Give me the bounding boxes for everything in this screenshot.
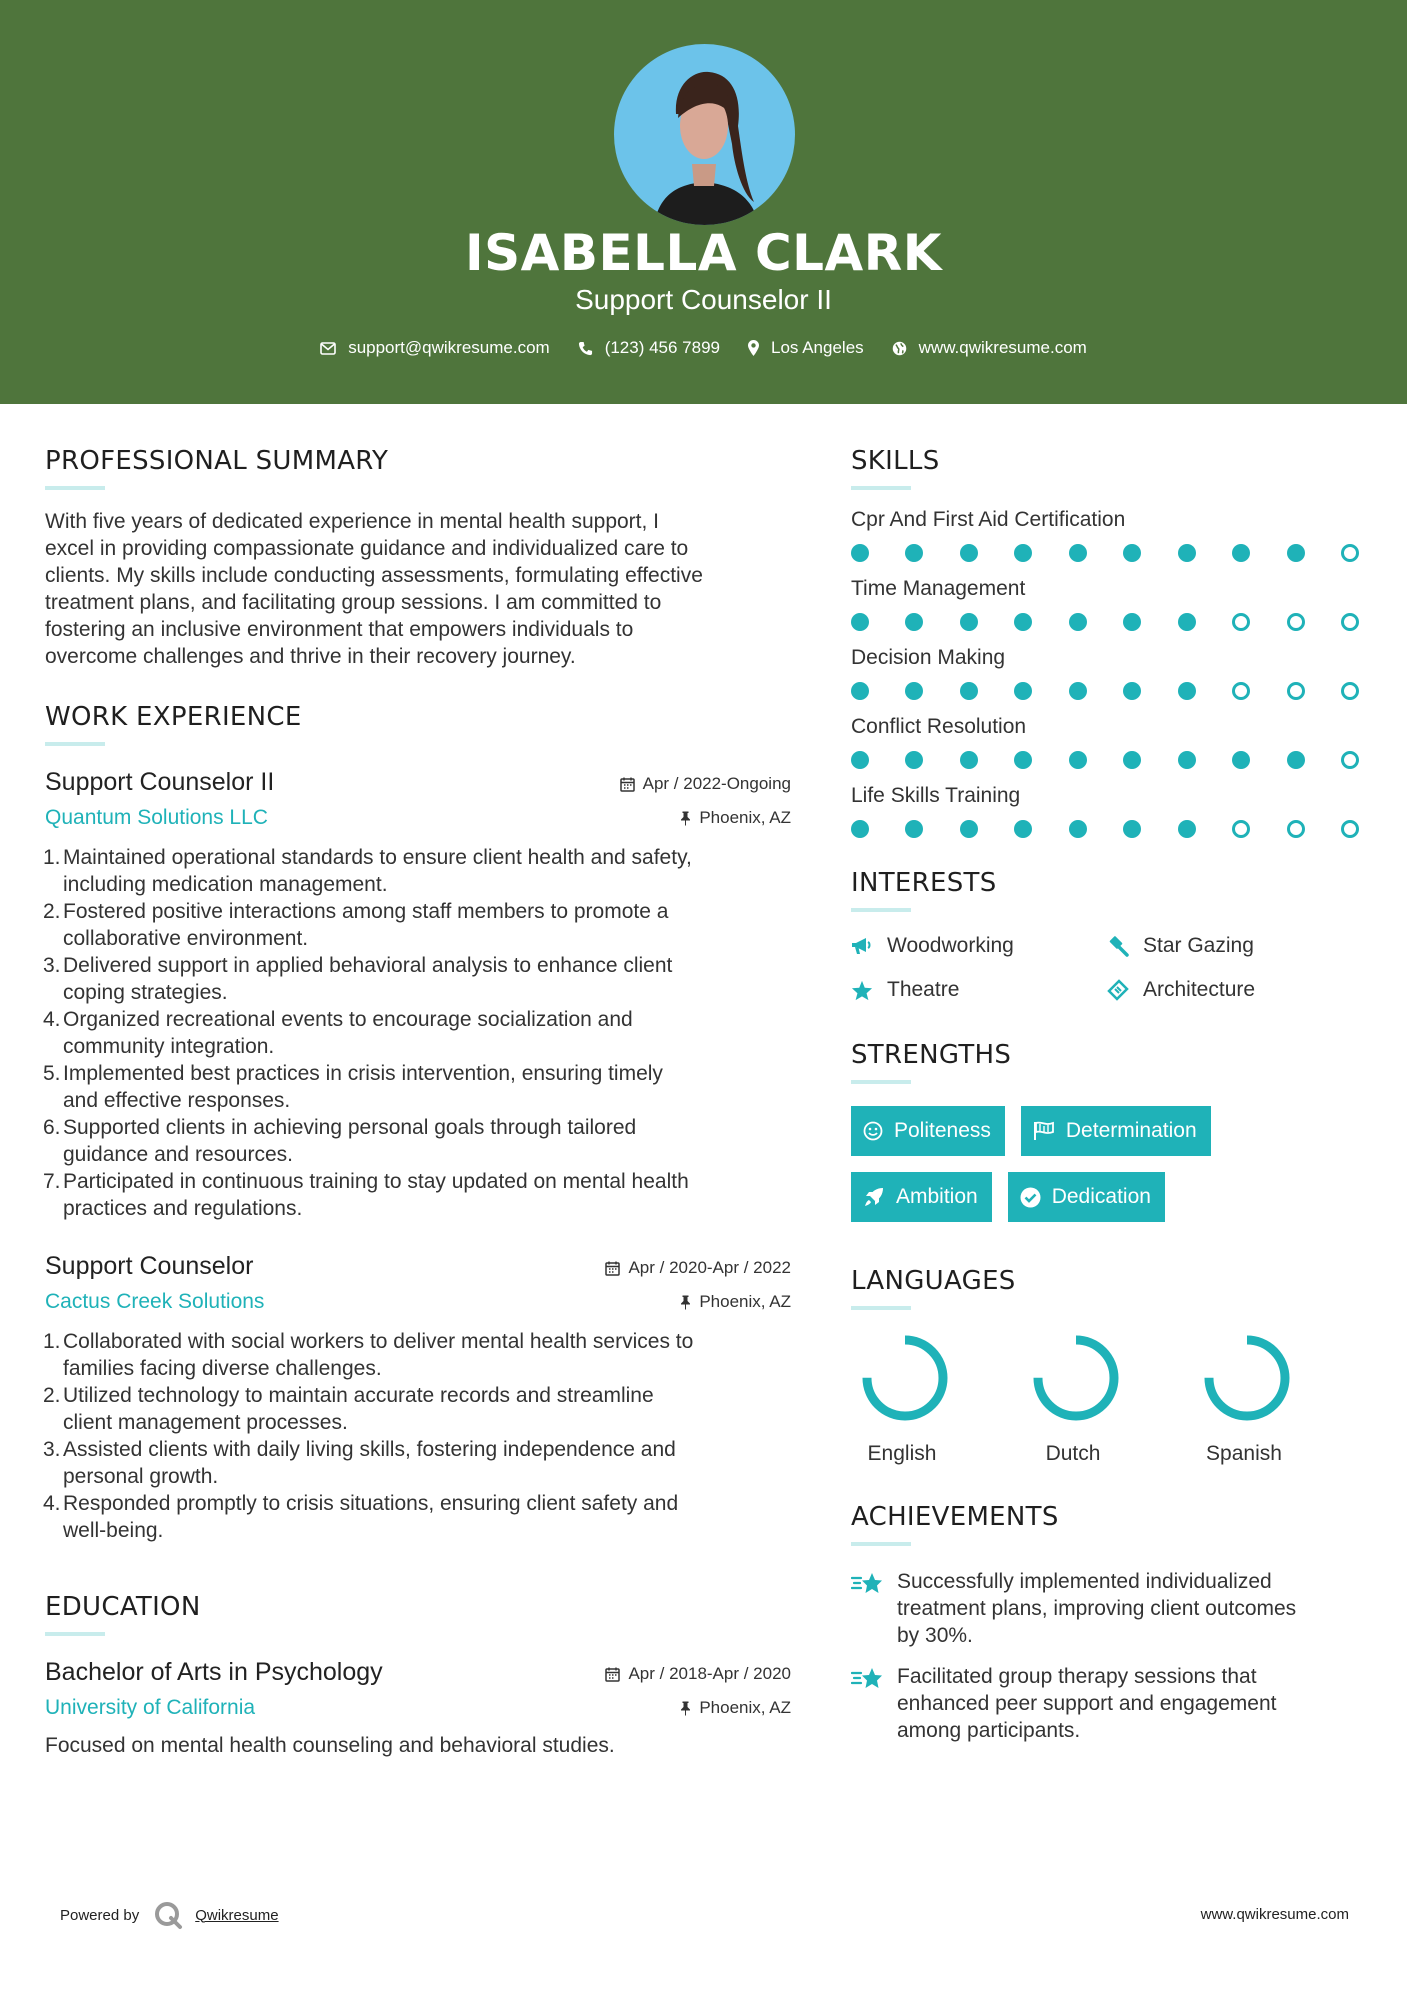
shooting-star-icon	[851, 1665, 885, 1693]
website-text: www.qwikresume.com	[918, 338, 1087, 357]
job-date	[620, 774, 791, 794]
rating-dot-filled	[1178, 751, 1196, 769]
strengths-heading: STRENGTHS	[851, 1040, 1012, 1070]
education-subheader	[45, 1696, 791, 1732]
calendar-icon	[605, 1667, 620, 1682]
achievement-item	[851, 1663, 1371, 1744]
achievement-line: Facilitated group therapy sessions that	[897, 1665, 1257, 1688]
rating-dot-filled	[1069, 544, 1087, 562]
powered-by-text: Powered by	[60, 1906, 140, 1924]
duty-line: Utilized technology to maintain accurate records and streamline	[63, 1384, 654, 1407]
email-text: support@qwikresume.com	[348, 338, 550, 357]
achievement-text	[897, 1568, 1296, 1649]
avatar-image	[614, 44, 795, 225]
candidate-title: Support Counselor II	[575, 284, 832, 315]
summary-line: overcome challenges and thrive in their recovery journey.	[45, 645, 576, 668]
job-date-text: Apr / 2020-Apr / 2022	[628, 1258, 791, 1277]
rating-dot-filled	[1287, 544, 1305, 562]
skill-name: Conflict Resolution	[851, 715, 1027, 738]
list-item	[45, 1060, 791, 1114]
language-name: English	[867, 1442, 937, 1465]
rating-dot-filled	[905, 751, 923, 769]
calendar-icon	[605, 1261, 620, 1276]
list-item	[45, 1490, 791, 1544]
duty-line: Fostered positive interactions among staff members to promote a	[63, 900, 669, 923]
duty-line: Collaborated with social workers to deliver mental health services to	[63, 1330, 694, 1353]
language-name: Spanish	[1206, 1442, 1282, 1465]
rating-dot-filled	[851, 820, 869, 838]
education-location-text: Phoenix, AZ	[699, 1698, 791, 1717]
rocket-icon	[863, 1186, 885, 1208]
rating-dot-filled	[851, 682, 869, 700]
list-item	[45, 898, 791, 952]
skill-rating	[851, 544, 1359, 562]
company-name: Quantum Solutions LLC	[45, 806, 268, 829]
strengths-tags	[851, 1106, 1371, 1238]
interest-label: Architecture	[1143, 978, 1256, 1001]
rating-dot-filled	[1069, 613, 1087, 631]
rating-dot-filled	[905, 820, 923, 838]
flag-icon	[1033, 1121, 1055, 1141]
list-item	[45, 1114, 791, 1168]
job-title: Support Counselor II	[45, 768, 275, 796]
achievement-text	[897, 1663, 1276, 1744]
job-date-text: Apr / 2022-Ongoing	[642, 774, 791, 793]
language-proficiency-ring	[1201, 1332, 1293, 1424]
rating-dot-filled	[1014, 613, 1032, 631]
summary-line: treatment plans, and facilitating group sessions. I am committed to	[45, 591, 662, 614]
list-number: 3.	[43, 1438, 61, 1461]
skill-name: Cpr And First Aid Certification	[851, 508, 1126, 531]
interests-section	[851, 868, 1371, 1002]
skill-rating	[851, 820, 1359, 838]
duty-line: Maintained operational standards to ensure client health and safety,	[63, 846, 692, 869]
section-divider	[851, 908, 911, 912]
interests-grid	[851, 934, 1371, 1002]
left-column	[45, 446, 791, 1759]
languages-section	[851, 1266, 1371, 1466]
interest-label: Theatre	[887, 978, 960, 1001]
envelope-icon	[320, 342, 336, 355]
job-header	[45, 1252, 791, 1290]
list-number: 7.	[43, 1170, 61, 1193]
rating-dot-filled	[1014, 820, 1032, 838]
rating-dot-empty	[1232, 613, 1250, 631]
phone-text: (123) 456 7899	[604, 338, 721, 357]
skill-item	[851, 577, 1371, 631]
experience-section	[45, 702, 791, 1544]
languages-heading: LANGUAGES	[851, 1266, 1016, 1296]
rating-dot-filled	[1123, 820, 1141, 838]
achievement-line: Successfully implemented individualized	[897, 1570, 1272, 1593]
job-location-text: Phoenix, AZ	[699, 1292, 791, 1311]
duty-line: including medication management.	[63, 873, 388, 896]
contact-bar	[0, 338, 1407, 358]
language-item	[851, 1332, 1022, 1466]
job-header	[45, 768, 791, 806]
skill-item	[851, 646, 1371, 700]
rating-dot-filled	[960, 682, 978, 700]
duty-line: guidance and resources.	[63, 1143, 293, 1166]
rating-dot-empty	[1341, 682, 1359, 700]
achievement-line: treatment plans, improving client outcomes	[897, 1597, 1297, 1620]
rating-dot-filled	[1123, 613, 1141, 631]
strength-label: Politeness	[894, 1119, 991, 1142]
candidate-name: ISABELLA CLARK	[465, 224, 942, 282]
summary-line: With five years of dedicated experience in mental health support, I	[45, 510, 660, 533]
contact-email[interactable]	[320, 338, 550, 358]
rating-dot-filled	[1178, 682, 1196, 700]
check-circle-icon	[1020, 1187, 1041, 1208]
job-location	[680, 808, 791, 828]
job-title: Support Counselor	[45, 1252, 254, 1280]
duty-line: Supported clients in achieving personal goals through tailored	[63, 1116, 637, 1139]
list-item	[45, 1382, 791, 1436]
proficiency-arc	[1038, 1340, 1114, 1416]
rating-dot-filled	[851, 751, 869, 769]
job-entry	[45, 1252, 791, 1544]
interest-label: Star Gazing	[1143, 934, 1254, 957]
job-entry	[45, 768, 791, 1222]
smile-icon	[863, 1121, 883, 1141]
rating-dot-empty	[1341, 751, 1359, 769]
list-number: 1.	[43, 1330, 61, 1353]
rating-dot-filled	[1014, 682, 1032, 700]
skill-rating	[851, 613, 1359, 631]
interests-heading: INTERESTS	[851, 868, 997, 898]
summary-line: clients. My skills include conducting assessments, formulating effective	[45, 564, 703, 587]
language-list	[851, 1332, 1371, 1466]
rating-dot-filled	[1178, 820, 1196, 838]
rating-dot-empty	[1287, 613, 1305, 631]
pushpin-icon	[680, 1701, 691, 1716]
profile-photo	[614, 44, 795, 225]
duty-list	[45, 1328, 791, 1544]
achievements-heading: ACHIEVEMENTS	[851, 1502, 1059, 1532]
strength-label: Ambition	[896, 1185, 978, 1208]
duty-line: well-being.	[63, 1519, 164, 1542]
list-number: 3.	[43, 954, 61, 977]
rating-dot-filled	[851, 544, 869, 562]
list-number: 4.	[43, 1008, 61, 1031]
language-item	[1193, 1332, 1364, 1466]
star-icon	[851, 980, 873, 1001]
rating-dot-filled	[1014, 751, 1032, 769]
footer-website[interactable]: www.qwikresume.com	[1200, 1906, 1349, 1923]
rating-dot-filled	[1123, 682, 1141, 700]
rating-dot-filled	[1178, 613, 1196, 631]
education-heading: EDUCATION	[45, 1592, 201, 1622]
proficiency-arc	[867, 1340, 943, 1416]
section-divider	[851, 1080, 911, 1084]
duty-line: personal growth.	[63, 1465, 219, 1488]
summary-line: fostering an inclusive environment that empowers individuals to	[45, 618, 634, 641]
duty-line: Assisted clients with daily living skills, fostering independence and	[63, 1438, 676, 1461]
skill-name: Life Skills Training	[851, 784, 1021, 807]
rating-dot-filled	[1287, 751, 1305, 769]
section-divider	[851, 1306, 911, 1310]
calendar-icon	[620, 777, 635, 792]
rating-dot-filled	[1178, 544, 1196, 562]
skill-item	[851, 784, 1371, 838]
rating-dot-filled	[1069, 820, 1087, 838]
strength-label: Dedication	[1051, 1185, 1151, 1208]
interest-item	[851, 978, 1107, 1002]
strength-tag	[1008, 1172, 1165, 1222]
duty-line: families facing diverse challenges.	[63, 1357, 382, 1380]
rating-dot-filled	[960, 613, 978, 631]
qwikresume-link[interactable]: Qwikresume	[195, 1906, 279, 1924]
duty-line: coping strategies.	[63, 981, 228, 1004]
section-divider	[45, 742, 105, 746]
achievement-line: enhanced peer support and engagement	[897, 1692, 1277, 1715]
list-item	[45, 844, 791, 898]
school-name: University of California	[45, 1696, 256, 1719]
experience-heading: WORK EXPERIENCE	[45, 702, 302, 732]
skill-item	[851, 508, 1371, 562]
education-description: Focused on mental health counseling and behavioral studies.	[45, 1734, 615, 1757]
rating-dot-filled	[960, 820, 978, 838]
rating-dot-filled	[1123, 544, 1141, 562]
degree-title: Bachelor of Arts in Psychology	[45, 1658, 383, 1686]
duty-line: Participated in continuous training to stay updated on mental health	[63, 1170, 689, 1193]
education-header	[45, 1658, 791, 1696]
rating-dot-empty	[1232, 682, 1250, 700]
interest-item	[851, 934, 1107, 958]
gavel-icon	[1107, 935, 1129, 957]
section-divider	[851, 1542, 911, 1546]
bullhorn-icon	[851, 936, 873, 956]
summary-line: excel in providing compassionate guidance and individualized care to	[45, 537, 689, 560]
pushpin-icon	[680, 1295, 691, 1310]
job-subheader	[45, 806, 791, 846]
strength-label: Determination	[1065, 1119, 1197, 1142]
skill-rating	[851, 682, 1359, 700]
list-item	[45, 1328, 791, 1382]
rating-dot-filled	[1232, 544, 1250, 562]
rating-dot-filled	[1123, 751, 1141, 769]
globe-icon	[892, 341, 907, 356]
job-subheader	[45, 1290, 791, 1330]
education-location	[680, 1698, 791, 1718]
location-text: Los Angeles	[771, 338, 864, 357]
rating-dot-empty	[1287, 682, 1305, 700]
rating-dot-empty	[1287, 820, 1305, 838]
duty-line: practices and regulations.	[63, 1197, 303, 1220]
duty-line: collaborative environment.	[63, 927, 309, 950]
right-column	[851, 446, 1371, 1758]
strengths-section	[851, 1040, 1371, 1238]
rating-dot-filled	[1232, 751, 1250, 769]
job-location-text: Phoenix, AZ	[699, 808, 791, 827]
education-date	[605, 1664, 791, 1684]
job-date	[605, 1258, 791, 1278]
interest-label: Woodworking	[887, 934, 1014, 957]
interest-item	[1107, 934, 1357, 958]
section-divider	[45, 486, 105, 490]
rating-dot-filled	[1014, 544, 1032, 562]
strength-tag	[851, 1106, 1005, 1156]
shooting-star-icon	[851, 1570, 885, 1598]
list-item	[45, 1006, 791, 1060]
duty-line: Organized recreational events to encourage socialization and	[63, 1008, 633, 1031]
duty-list	[45, 844, 791, 1222]
ticket-icon	[1107, 979, 1129, 1001]
duty-line: client management processes.	[63, 1411, 348, 1434]
achievement-line: among participants.	[897, 1719, 1081, 1742]
rating-dot-filled	[960, 751, 978, 769]
list-number: 6.	[43, 1116, 61, 1139]
summary-heading: PROFESSIONAL SUMMARY	[45, 446, 389, 476]
summary-section	[45, 446, 791, 670]
duty-line: Responded promptly to crisis situations, ensuring client safety and	[63, 1492, 679, 1515]
strength-tag	[1021, 1106, 1211, 1156]
contact-phone[interactable]	[578, 338, 720, 358]
education-date-text: Apr / 2018-Apr / 2020	[628, 1664, 791, 1683]
pushpin-icon	[680, 811, 691, 826]
rating-dot-filled	[1069, 751, 1087, 769]
rating-dot-filled	[1069, 682, 1087, 700]
list-number: 2.	[43, 1384, 61, 1407]
skills-heading: SKILLS	[851, 446, 940, 476]
skills-list	[851, 508, 1371, 838]
duty-line: and effective responses.	[63, 1089, 291, 1112]
achievement-item	[851, 1568, 1371, 1649]
section-divider	[851, 486, 911, 490]
list-number: 1.	[43, 846, 61, 869]
rating-dot-filled	[905, 682, 923, 700]
skill-name: Time Management	[851, 577, 1026, 600]
map-marker-icon	[748, 340, 759, 356]
rating-dot-filled	[905, 613, 923, 631]
footer-powered-by	[60, 1900, 279, 1930]
rating-dot-empty	[1341, 820, 1359, 838]
duty-line: Delivered support in applied behavioral analysis to enhance client	[63, 954, 673, 977]
summary-text	[45, 508, 791, 670]
rating-dot-empty	[1341, 544, 1359, 562]
skills-section	[851, 446, 1371, 838]
rating-dot-empty	[1232, 820, 1250, 838]
section-divider	[45, 1632, 105, 1636]
skill-rating	[851, 751, 1359, 769]
achievements-section	[851, 1502, 1371, 1744]
list-item	[45, 1168, 791, 1222]
job-location	[680, 1292, 791, 1312]
achievement-line: by 30%.	[897, 1624, 973, 1647]
proficiency-arc	[1209, 1340, 1285, 1416]
rating-dot-filled	[960, 544, 978, 562]
interest-item	[1107, 978, 1357, 1002]
contact-location	[748, 338, 864, 358]
contact-website[interactable]	[892, 338, 1087, 358]
duty-line: community integration.	[63, 1035, 275, 1058]
list-item	[45, 1436, 791, 1490]
language-proficiency-ring	[1030, 1332, 1122, 1424]
rating-dot-filled	[905, 544, 923, 562]
language-item	[1022, 1332, 1193, 1466]
strength-tag	[851, 1172, 992, 1222]
language-name: Dutch	[1045, 1442, 1101, 1465]
skill-item	[851, 715, 1371, 769]
rating-dot-empty	[1341, 613, 1359, 631]
rating-dot-filled	[851, 613, 869, 631]
skill-name: Decision Making	[851, 646, 1006, 669]
phone-icon	[578, 341, 593, 356]
list-number: 4.	[43, 1492, 61, 1515]
language-proficiency-ring	[859, 1332, 951, 1424]
duty-line: Implemented best practices in crisis intervention, ensuring timely	[63, 1062, 663, 1085]
list-number: 5.	[43, 1062, 61, 1085]
list-item	[45, 952, 791, 1006]
company-name: Cactus Creek Solutions	[45, 1290, 265, 1313]
list-number: 2.	[43, 900, 61, 923]
education-section	[45, 1592, 791, 1759]
header-banner	[0, 0, 1407, 404]
qwikresume-logo-icon	[153, 1900, 183, 1930]
